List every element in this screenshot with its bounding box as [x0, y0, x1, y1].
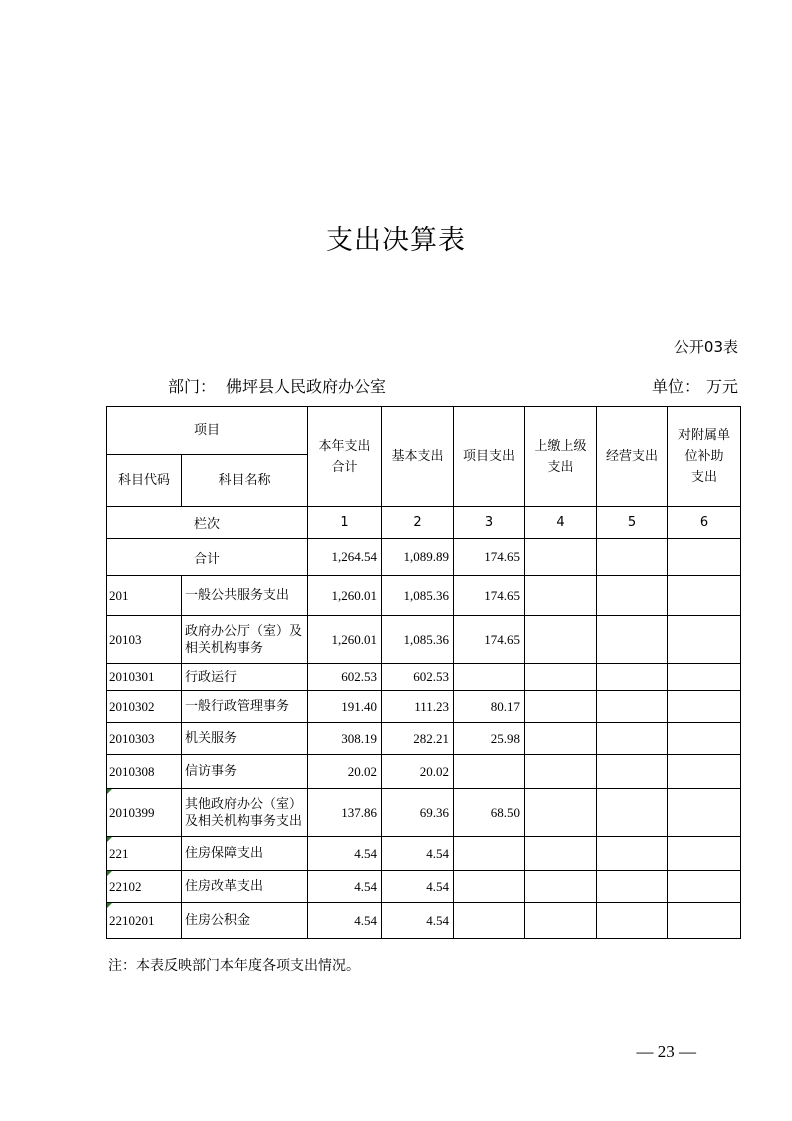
col-number: 3	[454, 507, 525, 539]
cell-total: 602.53	[308, 664, 382, 691]
cell-subsidy	[668, 871, 741, 903]
cell-project	[454, 664, 525, 691]
col-number: 5	[597, 507, 668, 539]
cell-upper	[525, 903, 597, 939]
cell-name: 住房保障支出	[182, 837, 308, 871]
cell-basic: 20.02	[382, 755, 454, 789]
cell-upper	[525, 723, 597, 755]
cell-operating	[597, 691, 668, 723]
cell-code: 20103	[107, 616, 182, 664]
cell-name: 住房改革支出	[182, 871, 308, 903]
cell-name: 其他政府办公（室）及相关机构事务支出	[182, 789, 308, 837]
cell-basic: 282.21	[382, 723, 454, 755]
cell-name: 机关服务	[182, 723, 308, 755]
table-row	[107, 871, 741, 903]
cell-name: 住房公积金	[182, 903, 308, 939]
cell-project: 80.17	[454, 691, 525, 723]
col-number: 4	[525, 507, 597, 539]
header-subsidy-line2: 位补助	[684, 449, 724, 464]
table-row	[107, 789, 741, 837]
cell-basic: 4.54	[382, 903, 454, 939]
cell-project: 25.98	[454, 723, 525, 755]
header-total-line2: 合计	[331, 459, 358, 475]
header-upper-line2: 支出	[547, 459, 574, 475]
column-order-label: 栏次	[107, 507, 308, 539]
cell-code: 2010302	[107, 691, 182, 723]
header-basic: 基本支出	[382, 407, 454, 507]
cell-upper	[525, 755, 597, 789]
cell-code	[107, 837, 182, 871]
cell-total: 308.19	[308, 723, 382, 755]
cell-project	[454, 755, 525, 789]
cell-code-text: 2210201	[109, 912, 155, 928]
cell-subsidy	[668, 723, 741, 755]
cell-operating	[597, 903, 668, 939]
cell-upper	[525, 539, 597, 576]
total-row	[107, 539, 741, 576]
col-number: 6	[668, 507, 741, 539]
cell-code	[107, 871, 182, 903]
cell-basic: 602.53	[382, 664, 454, 691]
department-label: 部门：	[168, 377, 217, 396]
cell-basic: 1,085.36	[382, 616, 454, 664]
cell-operating	[597, 664, 668, 691]
table-row	[107, 576, 741, 616]
cell-operating	[597, 723, 668, 755]
cell-upper	[525, 576, 597, 616]
cell-comment-marker	[107, 789, 112, 794]
table-row	[107, 903, 741, 939]
table-row	[107, 664, 741, 691]
total-row-label: 合计	[107, 539, 308, 576]
cell-comment-marker	[107, 903, 112, 908]
cell-basic: 4.54	[382, 837, 454, 871]
table-id: 公开03表	[673, 338, 738, 356]
cell-subsidy	[668, 789, 741, 837]
header-total	[308, 407, 382, 507]
cell-total: 1,260.01	[308, 576, 382, 616]
header-subsidy-line1: 对附属单	[678, 428, 731, 443]
cell-subsidy	[668, 755, 741, 789]
cell-operating	[597, 837, 668, 871]
cell-subsidy	[668, 691, 741, 723]
cell-operating	[597, 789, 668, 837]
cell-upper	[525, 789, 597, 837]
cell-total: 4.54	[308, 871, 382, 903]
cell-name: 信访事务	[182, 755, 308, 789]
unit-label: 单位：	[651, 377, 700, 396]
cell-basic: 1,089.89	[382, 539, 454, 576]
cell-upper	[525, 664, 597, 691]
cell-project: 174.65	[454, 616, 525, 664]
header-subsidy	[668, 407, 741, 507]
cell-name: 政府办公厅（室）及相关机构事务	[182, 616, 308, 664]
cell-name: 一般行政管理事务	[182, 691, 308, 723]
cell-code: 2010301	[107, 664, 182, 691]
cell-code-text: 2010399	[109, 804, 155, 820]
cell-upper	[525, 837, 597, 871]
cell-subsidy	[668, 539, 741, 576]
header-upper-line1: 上缴上级	[534, 438, 587, 454]
cell-subsidy	[668, 837, 741, 871]
cell-subsidy	[668, 616, 741, 664]
header-total-line1: 本年支出	[318, 438, 371, 454]
cell-subsidy	[668, 664, 741, 691]
cell-basic: 69.36	[382, 789, 454, 837]
cell-subsidy	[668, 903, 741, 939]
table-row	[107, 691, 741, 723]
header-subsidy-line3: 支出	[691, 470, 718, 485]
cell-basic: 1,085.36	[382, 576, 454, 616]
table-row	[107, 723, 741, 755]
cell-name: 行政运行	[182, 664, 308, 691]
page-number: — 23 —	[636, 1042, 696, 1061]
cell-subsidy	[668, 576, 741, 616]
header-item: 项目	[107, 407, 308, 455]
cell-comment-marker	[107, 871, 112, 876]
page-title: 支出决算表	[326, 225, 466, 256]
cell-code-text: 22102	[109, 878, 142, 894]
cell-operating	[597, 616, 668, 664]
col-number: 2	[382, 507, 454, 539]
cell-project: 174.65	[454, 539, 525, 576]
cell-comment-marker	[107, 837, 112, 842]
cell-total: 1,260.01	[308, 616, 382, 664]
cell-operating	[597, 755, 668, 789]
table-row	[107, 616, 741, 664]
unit-line	[652, 374, 738, 397]
header-operating: 经营支出	[597, 407, 668, 507]
cell-total: 1,264.54	[308, 539, 382, 576]
cell-basic: 4.54	[382, 871, 454, 903]
col-number: 1	[308, 507, 382, 539]
cell-total: 137.86	[308, 789, 382, 837]
cell-upper	[525, 871, 597, 903]
cell-project	[454, 871, 525, 903]
cell-code-text: 221	[109, 845, 129, 861]
cell-total: 20.02	[308, 755, 382, 789]
cell-code: 2010303	[107, 723, 182, 755]
header-name: 科目名称	[182, 455, 308, 507]
cell-name: 一般公共服务支出	[182, 576, 308, 616]
cell-code	[107, 903, 182, 939]
table-note: 注：本表反映部门本年度各项支出情况。	[108, 958, 360, 974]
cell-basic: 111.23	[382, 691, 454, 723]
cell-code	[107, 789, 182, 837]
department-value: 佛坪县人民政府办公室	[226, 377, 387, 396]
department-line	[168, 374, 396, 397]
header-project: 项目支出	[454, 407, 525, 507]
cell-upper	[525, 616, 597, 664]
header-upper	[525, 407, 597, 507]
cell-upper	[525, 691, 597, 723]
table-row	[107, 755, 741, 789]
cell-project: 68.50	[454, 789, 525, 837]
cell-code: 201	[107, 576, 182, 616]
cell-total: 4.54	[308, 837, 382, 871]
cell-code: 2010308	[107, 755, 182, 789]
cell-total: 191.40	[308, 691, 382, 723]
cell-operating	[597, 576, 668, 616]
cell-project	[454, 903, 525, 939]
cell-operating	[597, 539, 668, 576]
cell-operating	[597, 871, 668, 903]
cell-project: 174.65	[454, 576, 525, 616]
table-row	[107, 837, 741, 871]
expense-table	[106, 406, 741, 939]
cell-project	[454, 837, 525, 871]
header-code: 科目代码	[107, 455, 182, 507]
cell-total: 4.54	[308, 903, 382, 939]
unit-value: 万元	[705, 377, 738, 396]
